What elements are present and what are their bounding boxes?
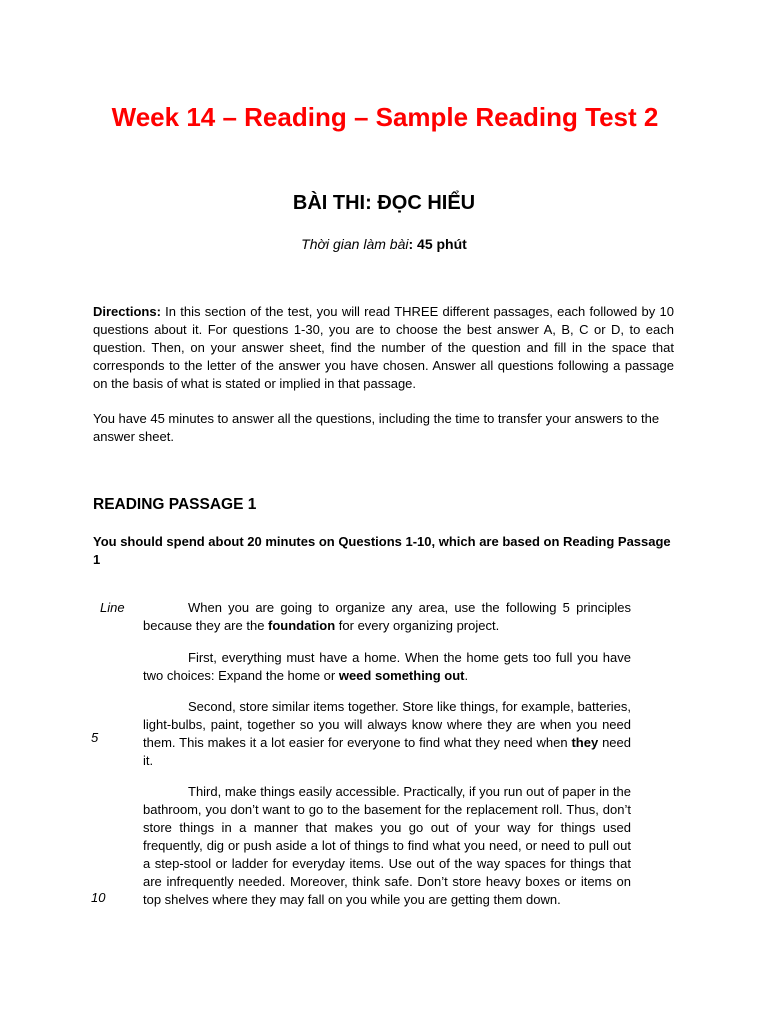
passage-instruction: You should spend about 20 minutes on Questions 1-10, which are based on Reading Passage 1 (93, 534, 671, 567)
emphasized-word: foundation (268, 618, 336, 633)
emphasized-phrase: weed something out (338, 668, 465, 683)
line-marker-10: 10 (91, 890, 106, 905)
time-label: Thời gian làm bài (301, 236, 409, 252)
time-allowed (0, 234, 768, 254)
time-value: 45 phút (417, 236, 467, 252)
passage-paragraph-3 (143, 698, 631, 770)
paragraph-text: for every organizing project. (335, 618, 500, 633)
paragraph-text: When you are going to organize any area, use the following 5 principles because they are the (143, 600, 631, 633)
line-marker-5: 5 (91, 730, 99, 745)
time-separator: : (408, 236, 418, 252)
paragraph-text: . (464, 668, 469, 683)
passage-paragraph-4 (143, 783, 631, 909)
passage-heading: READING PASSAGE 1 (93, 496, 257, 513)
paragraph-text: Second, store similar items together. Store like things, for example, batteries, light-bulbs, paint, together so you will always know where they are when you need them. This makes it a lot easier for everyone to find what they need when (143, 699, 631, 750)
paragraph-text: Third, make things easily accessible. Practically, if you run out of paper in the bathroom, you don’t want to go to the basement for the replacement roll. Thus, don’t store things in a manner that makes you go out of your way for things used frequently, dig or push aside a lot of things to find what you need, or need to pull out a step-stool or ladder for everyday items. Use out of the way spaces for things that are infrequently needed. Moreover, think safe. Don’t store heavy boxes or items on top shelves where they may fall on you while you are getting them down. (143, 784, 631, 907)
page-title: Week 14 – Reading – Sample Reading Test 2 (111, 102, 659, 132)
paragraph-text: First, everything must have a home. When the home gets too full you have two choices: Expand the home or (143, 650, 631, 683)
directions-label: Directions: (93, 304, 161, 319)
emphasized-word: they (571, 735, 599, 750)
paragraph-text: need it. (143, 735, 631, 768)
line-marker-label: Line (100, 600, 125, 615)
passage-paragraph-1 (143, 599, 631, 635)
directions-paragraph (93, 303, 674, 393)
exam-subtitle: BÀI THI: ĐỌC HIỂU (292, 192, 476, 214)
time-note: You have 45 minutes to answer all the questions, including the time to transfer your answers to the answer sheet. (93, 411, 660, 444)
passage-paragraph-2 (143, 649, 631, 685)
directions-text: In this section of the test, you will read THREE different passages, each followed by 10 questions about it. For questions 1-30, you are to choose the best answer A, B, C or D, to each question. Then, on your answer sheet, find the number of the question and fill in the space that corresponds to the letter of the answer you have chosen. Answer all questions following a passage on the basis of what is stated or implied in that passage. (93, 304, 674, 391)
